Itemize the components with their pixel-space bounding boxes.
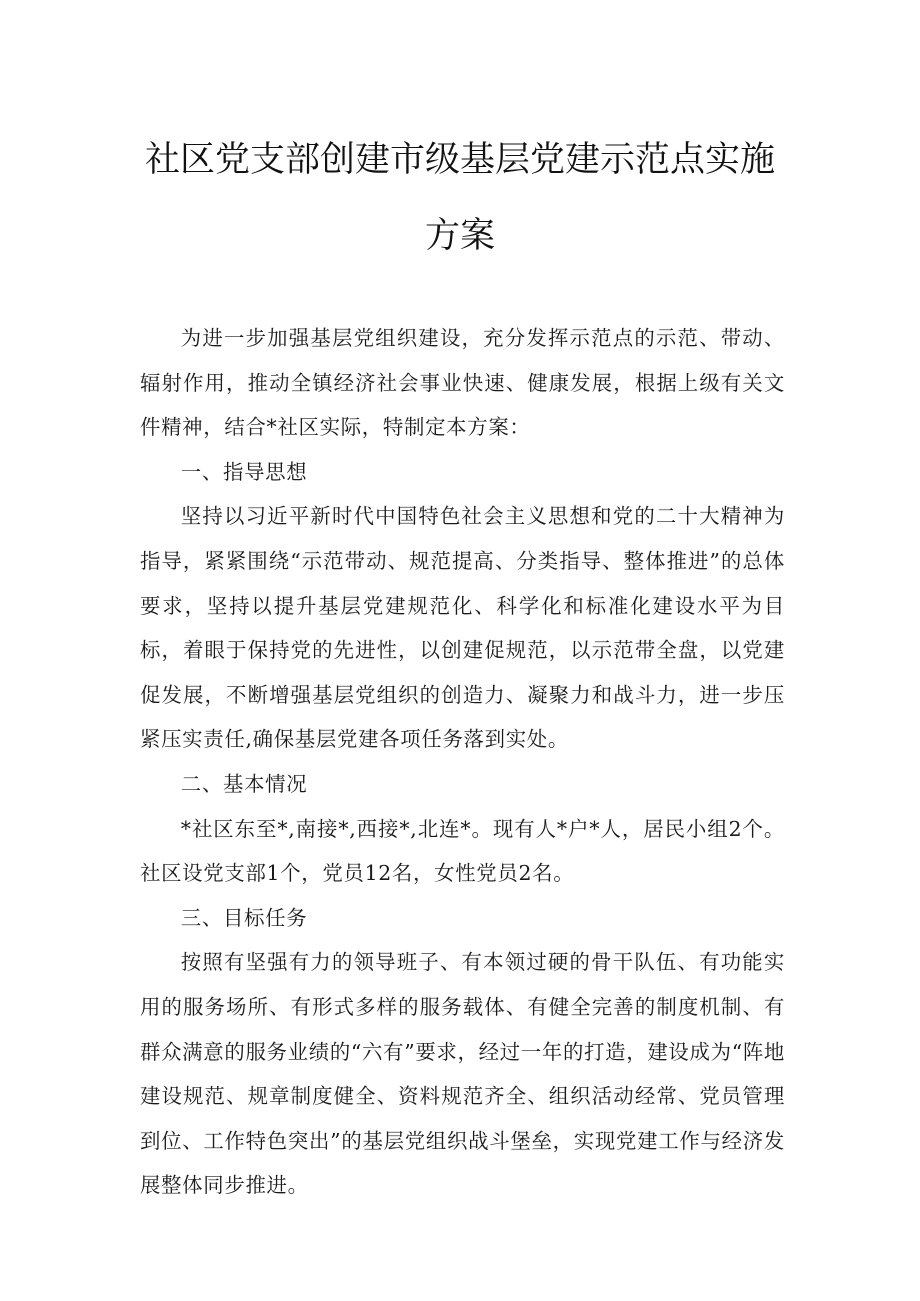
objectives-paragraph: 按照有坚强有力的领导班子、有本领过硬的骨干队伍、有功能实用的服务场所、有形式多样的服务载体、有健全完善的制度机制、有群众满意的服务业绩的“六有”要求，经过一年的打造，建设成为“阵地建设规范、规章制度健全、资料规范齐全、组织活动经常、党员管理到位、工作特色突出”的基层党组织战斗堡垒，实现党建工作与经济发展整体同步推进。 (140, 950, 785, 1198)
document-body (140, 316, 785, 1208)
intro-paragraph: 为进一步加强基层党组织建设，充分发挥示范点的示范、带动、辐射作用，推动全镇经济社会事业快速、健康发展，根据上级有关文件精神，结合*社区实际，特制定本方案： (140, 326, 785, 440)
basic-situation-paragraph: *社区东至*,南接*,西接*,北连*。现有人*户*人，居民小组2个。社区设党支部1个，党员12名，女性党员2名。 (140, 816, 785, 886)
document-title-line-1: 社区党支部创建市级基层党建示范点实施 (144, 140, 775, 180)
section-heading-basic-situation: 二、基本情况 (180, 771, 308, 796)
guiding-ideology-paragraph: 坚持以习近平新时代中国特色社会主义思想和党的二十大精神为指导，紧紧围绕“示范带动、规范提高、分类指导、整体推进”的总体要求，坚持以提升基层党建规范化、科学化和标准化建设水平为目标，着眼于保持党的先进性，以创建促规范，以示范带全盘，以党建促发展，不断增强基层党组织的创造力、凝聚力和战斗力，进一步压紧压实责任,确保基层党建各项任务落到实处。 (140, 504, 785, 752)
document-title-line-2: 方案 (424, 216, 495, 256)
section-heading-guiding-ideology: 一、指导思想 (180, 459, 308, 484)
section-heading-objectives: 三、目标任务 (180, 905, 308, 930)
